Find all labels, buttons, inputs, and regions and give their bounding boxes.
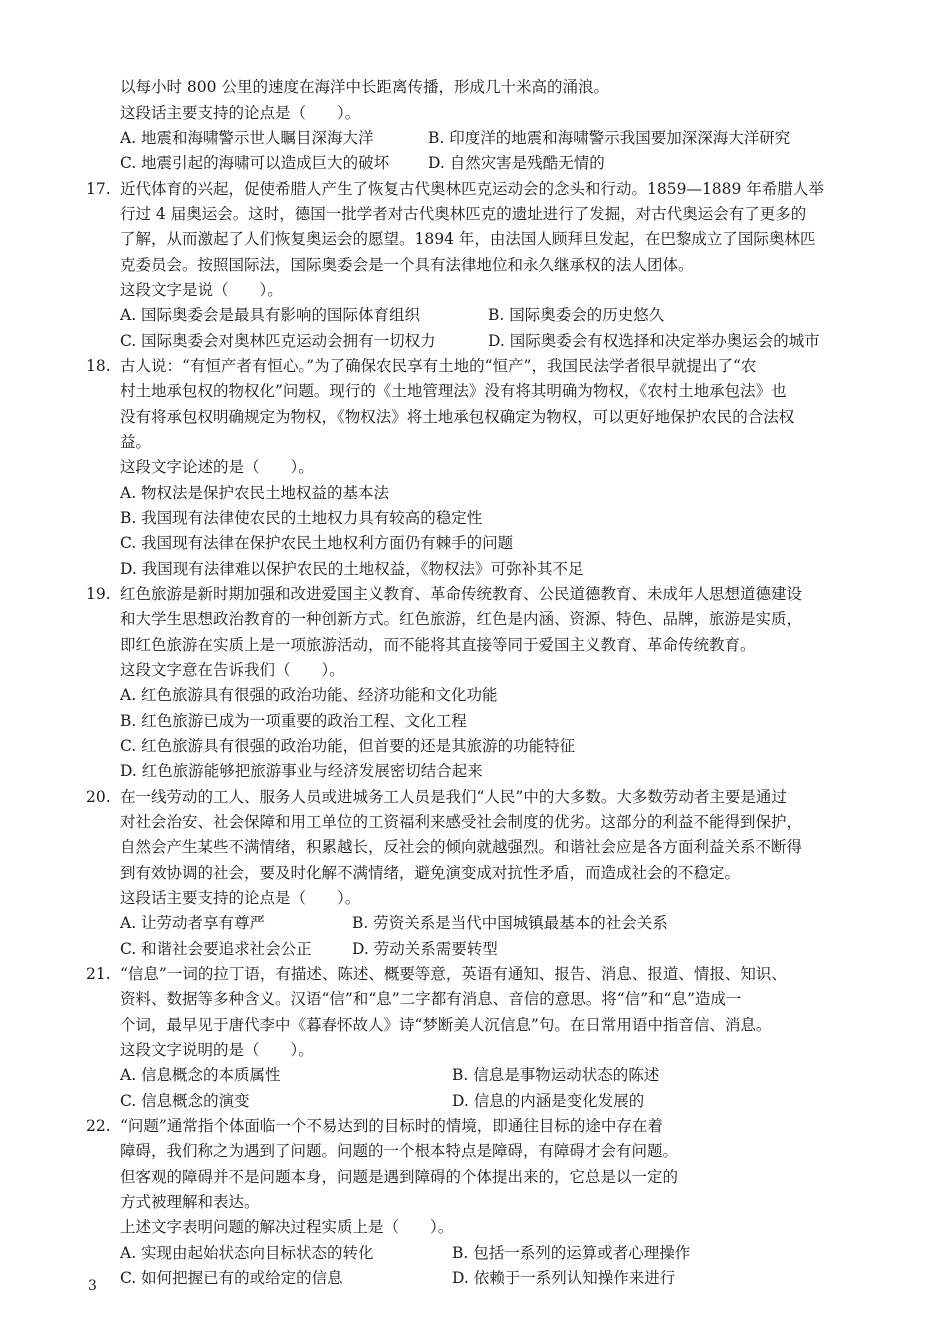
q18-prompt: 这段文字论述的是（ ）。	[120, 458, 314, 476]
q22-option-d: D. 依赖于一系列认知操作来进行	[452, 1269, 676, 1287]
q16-option-d: D. 自然灾害是残酷无情的	[428, 154, 605, 172]
q19-text-line: 红色旅游是新时期加强和改进爱国主义教育、革命传统教育、公民道德教育、未成年人思想道德建设	[120, 585, 803, 603]
q16-text-line: 以每小时 800 公里的速度在海洋中长距离传播，形成几十米高的涌浪。	[120, 78, 609, 96]
q21-number: 21.	[86, 965, 111, 983]
q17-text-line: 行过 4 届奥运会。这时，德国一批学者对古代奥林匹克的遗址进行了发掘，对古代奥运会有了更多的	[120, 205, 807, 223]
q19-option-b: B. 红色旅游已成为一项重要的政治工程、文化工程	[120, 712, 467, 730]
q20-option-a: A. 让劳动者享有尊严	[120, 914, 266, 932]
q21-prompt: 这段文字说明的是（ ）。	[120, 1041, 314, 1059]
q20-option-b: B. 劳资关系是当代中国城镇最基本的社会关系	[352, 914, 668, 932]
q18-option-b: B. 我国现有法律使农民的土地权力具有较高的稳定性	[120, 509, 483, 527]
q20-text-line: 对社会治安、社会保障和用工单位的工资福利来感受社会制度的优劣。这部分的利益不能得到保护，	[120, 813, 803, 831]
q17-option-d: D. 国际奥委会有权选择和决定举办奥运会的城市	[488, 332, 820, 350]
q22-option-c: C. 如何把握已有的或给定的信息	[120, 1269, 343, 1287]
q17-prompt: 这段文字是说（ ）。	[120, 281, 283, 299]
q16-option-b: B. 印度洋的地震和海啸警示我国要加深深海大洋研究	[428, 129, 791, 147]
q21-option-d: D. 信息的内涵是变化发展的	[452, 1092, 645, 1110]
q21-text-line: 资料、数据等多种含义。汉语“信”和“息”二字都有消息、音信的意思。将“信”和“息”造成一	[120, 990, 742, 1008]
q18-text-line: 村土地承包权的物权化”问题。现行的《土地管理法》没有将其明确为物权，《农村土地承包法》也	[120, 382, 787, 400]
q22-number: 22.	[86, 1117, 111, 1135]
q19-text-line: 和大学生思想政治教育的一种创新方式。红色旅游，红色是内涵、资源、特色、品牌，旅游是实质，	[120, 610, 803, 628]
q17-text-line: 了解，从而激起了人们恢复奥运会的愿望。1894 年，由法国人顾拜旦发起，在巴黎成立了国际奥林匹	[120, 230, 816, 248]
q18-text-line: 没有将承包权明确规定为物权，《物权法》将土地承包权确定为物权，可以更好地保护农民的合法权	[120, 408, 795, 426]
q18-option-a: A. 物权法是保护农民土地权益的基本法	[120, 484, 390, 502]
q21-option-a: A. 信息概念的本质属性	[120, 1066, 281, 1084]
q17-option-a: A. 国际奥委会是最具有影响的国际体育组织	[120, 306, 421, 324]
q17-number: 17.	[86, 180, 111, 198]
q18-option-d: D. 我国现有法律难以保护农民的土地权益，《物权法》可弥补其不足	[120, 560, 584, 578]
q19-number: 19.	[86, 585, 111, 603]
q21-option-c: C. 信息概念的演变	[120, 1092, 250, 1110]
q17-option-c: C. 国际奥委会对奥林匹克运动会拥有一切权力	[120, 332, 436, 350]
q22-option-b: B. 包括一系列的运算或者心理操作	[452, 1244, 691, 1262]
q21-option-b: B. 信息是事物运动状态的陈述	[452, 1066, 660, 1084]
q22-text-line: 但客观的障碍并不是问题本身，问题是遇到障碍的个体提出来的，它总是以一定的	[120, 1168, 679, 1186]
q18-text-line: 益。	[120, 433, 152, 451]
q21-text-line: 个词，最早见于唐代李中《暮春怀故人》诗“梦断美人沉信息”句。在日常用语中指音信、消息。	[120, 1016, 772, 1034]
q22-option-a: A. 实现由起始状态向目标状态的转化	[120, 1244, 374, 1262]
q20-text-line: 到有效协调的社会，要及时化解不满情绪，避免演变成对抗性矛盾，而造成社会的不稳定。	[120, 864, 741, 882]
page-number: 3	[88, 1278, 97, 1294]
q20-option-d: D. 劳动关系需要转型	[352, 940, 498, 958]
q20-number: 20.	[86, 788, 111, 806]
q16-option-c: C. 地震引起的海啸可以造成巨大的破坏	[120, 154, 390, 172]
q22-text-line: 障碍，我们称之为遇到了问题。问题的一个根本特点是障碍，有障碍才会有问题。	[120, 1142, 679, 1160]
q17-text-line: 克委员会。按照国际法，国际奥委会是一个具有法律地位和永久继承权的法人团体。	[120, 256, 694, 274]
q18-option-c: C. 我国现有法律在保护农民土地权利方面仍有棘手的问题	[120, 534, 514, 552]
q20-text-line: 自然会产生某些不满情绪，积累越长，反社会的倾向就越强烈。和谐社会应是各方面利益关系不断得	[120, 838, 803, 856]
q19-option-a: A. 红色旅游具有很强的政治功能、经济功能和文化功能	[120, 686, 498, 704]
q17-text-line: 近代体育的兴起，促使希腊人产生了恢复古代奥林匹克运动会的念头和行动。1859—1889 年希腊人举	[120, 180, 824, 198]
q19-option-c: C. 红色旅游具有很强的政治功能，但首要的还是其旅游的功能特征	[120, 737, 576, 755]
q19-text-line: 即红色旅游在实质上是一项旅游活动，而不能将其直接等同于爱国主义教育、革命传统教育。	[120, 636, 756, 654]
q20-prompt: 这段话主要支持的论点是（ ）。	[120, 889, 361, 907]
q18-number: 18.	[86, 357, 111, 375]
q19-prompt: 这段文字意在告诉我们（ ）。	[120, 661, 345, 679]
q22-text-line: “问题”通常指个体面临一个不易达到的目标时的情境，即通往目标的途中存在着	[120, 1117, 663, 1135]
q17-option-b: B. 国际奥委会的历史悠久	[488, 306, 665, 324]
q21-text-line: “信息”一词的拉丁语，有描述、陈述、概要等意，英语有通知、报告、消息、报道、情报、知识、	[120, 965, 787, 983]
q18-text-line: 古人说：“有恒产者有恒心。”为了确保农民享有土地的“恒产”，我国民法学者很早就提出了“农	[120, 357, 757, 375]
q16-option-a: A. 地震和海啸警示世人瞩目深海大洋	[120, 129, 374, 147]
q16-prompt: 这段话主要支持的论点是（ ）。	[120, 104, 361, 122]
q19-option-d: D. 红色旅游能够把旅游事业与经济发展密切结合起来	[120, 762, 483, 780]
q20-text-line: 在一线劳动的工人、服务人员或进城务工人员是我们“人民”中的大多数。大多数劳动者主要是通过	[120, 788, 787, 806]
q20-option-c: C. 和谐社会要追求社会公正	[120, 940, 312, 958]
q22-text-line: 方式被理解和表达。	[120, 1193, 260, 1211]
q22-prompt: 上述文字表明问题的解决过程实质上是（ ）。	[120, 1218, 454, 1236]
